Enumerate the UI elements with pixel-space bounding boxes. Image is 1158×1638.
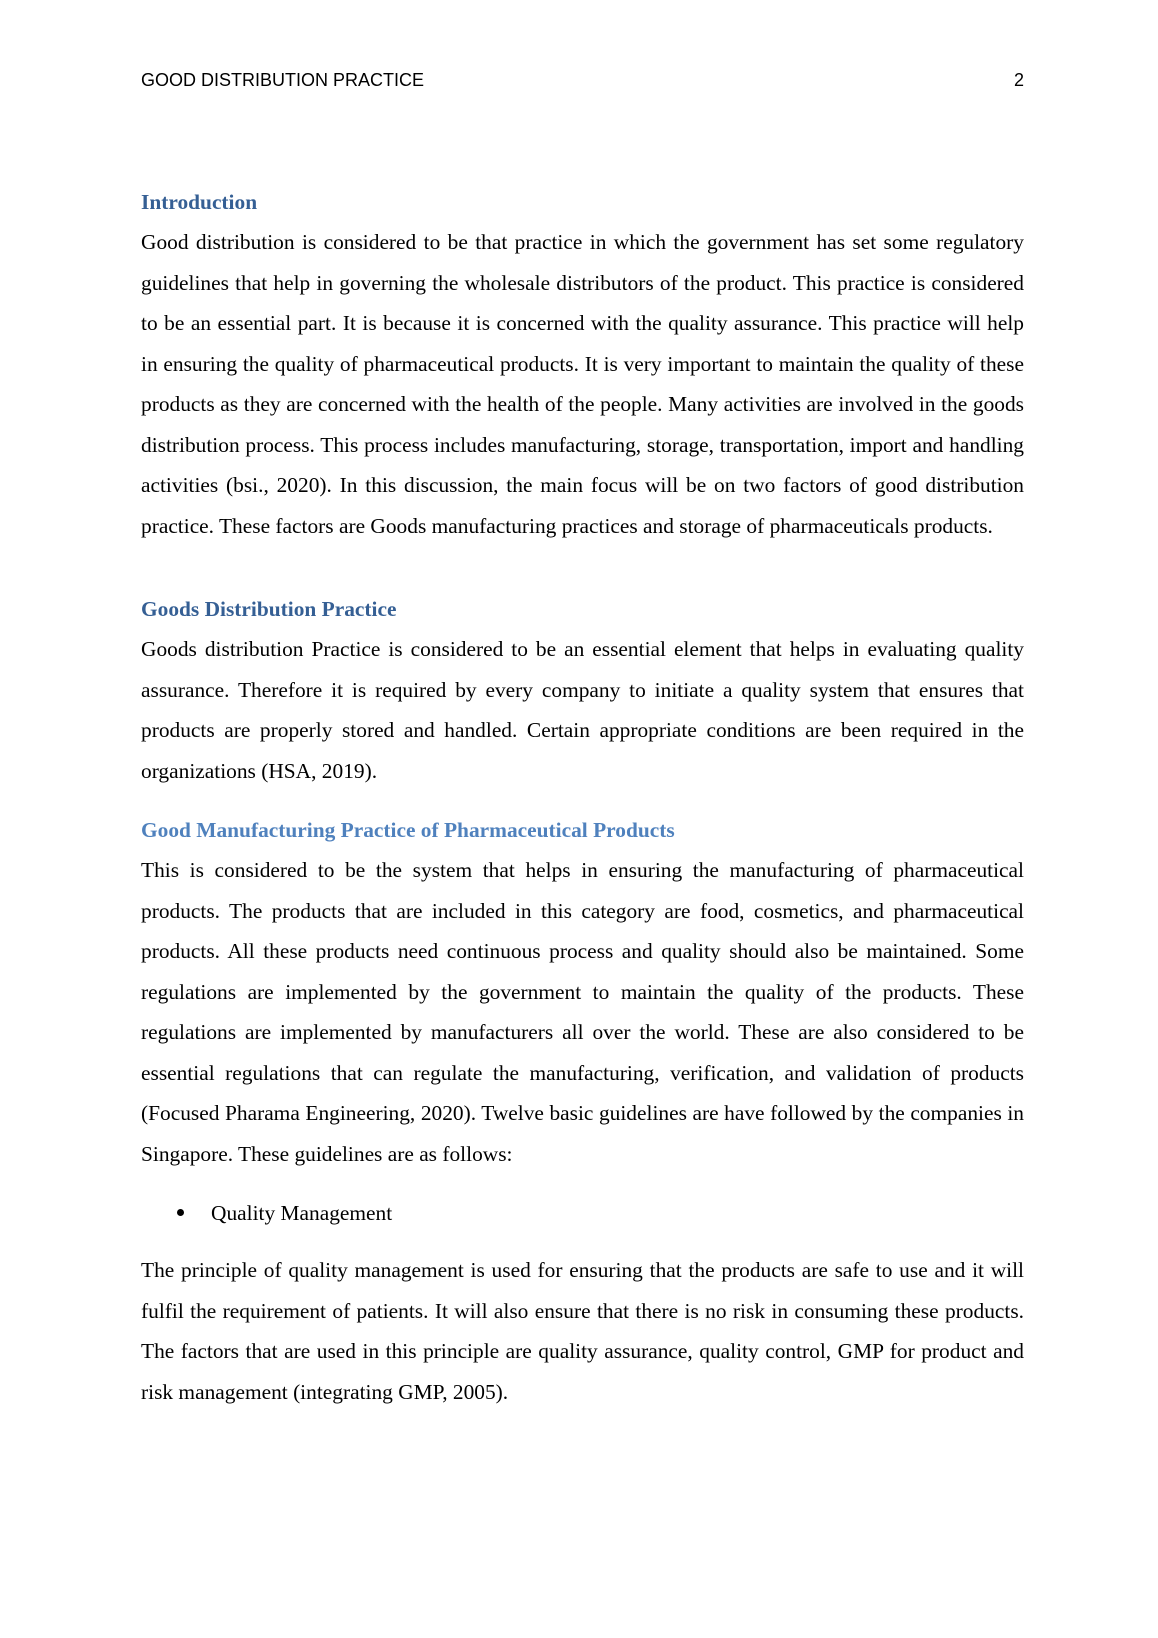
paragraph-quality-management: The principle of quality management is used for ensuring that the products are safe to use and it will fulfil the requirement of patients. It will also ensure that there is no risk in consuming these products. The factors that are used in this principle are quality assurance, quality control, GMP for product and risk management (integrating GMP, 2005). <box>141 1258 1024 1404</box>
running-head: GOOD DISTRIBUTION PRACTICE <box>141 70 425 90</box>
page-number: 2 <box>1013 70 1024 90</box>
list-item-text: Quality Management <box>211 1201 393 1225</box>
list-item <box>141 1193 1024 1233</box>
document-body <box>141 182 1024 1412</box>
section-spacer <box>141 546 1024 589</box>
section-spacer <box>141 791 1024 810</box>
paragraph-gdp: Goods distribution Practice is considered to be an essential element that helps in evaluating quality assurance. Therefore it is required by every company to initiate a quality system that ensures that products are properly stored and handled. Certain appropriate conditions are been required in the organizations (HSA, 2019). <box>141 637 1024 783</box>
paragraph-introduction: Good distribution is considered to be that practice in which the government has set some regulatory guidelines that help in governing the wholesale distributors of the product. This practice is considered to be an essential part. It is because it is concerned with the quality assurance. This practice will help in ensuring the quality of pharmaceutical products. It is very important to maintain the quality of these products as they are concerned with the health of the people. Many activities are involved in the goods distribution process. This process includes manufacturing, storage, transportation, import and handling activities (bsi., 2020). In this discussion, the main focus will be on two factors of good distribution practice. These factors are Goods manufacturing practices and storage of pharmaceuticals products. <box>141 230 1024 538</box>
bullet-icon <box>177 1209 184 1216</box>
section-heading-gdp: Goods Distribution Practice <box>141 597 397 621</box>
section-heading-introduction: Introduction <box>141 190 258 214</box>
bullet-list <box>141 1193 1024 1233</box>
page-header <box>141 70 1024 94</box>
section-heading-gmp: Good Manufacturing Practice of Pharmaceutical Products <box>141 818 675 842</box>
paragraph-gmp: This is considered to be the system that helps in ensuring the manufacturing of pharmaceutical products. The products that are included in this category are food, cosmetics, and pharmaceutical products. All these products need continuous process and quality should also be maintained. Some regulations are implemented by the government to maintain the quality of the products. These regulations are implemented by manufacturers all over the world. These are also considered to be essential regulations that can regulate the manufacturing, verification, and validation of products (Focused Pharama Engineering, 2020). Twelve basic guidelines are have followed by the companies in Singapore. These guidelines are as follows: <box>141 858 1024 1166</box>
